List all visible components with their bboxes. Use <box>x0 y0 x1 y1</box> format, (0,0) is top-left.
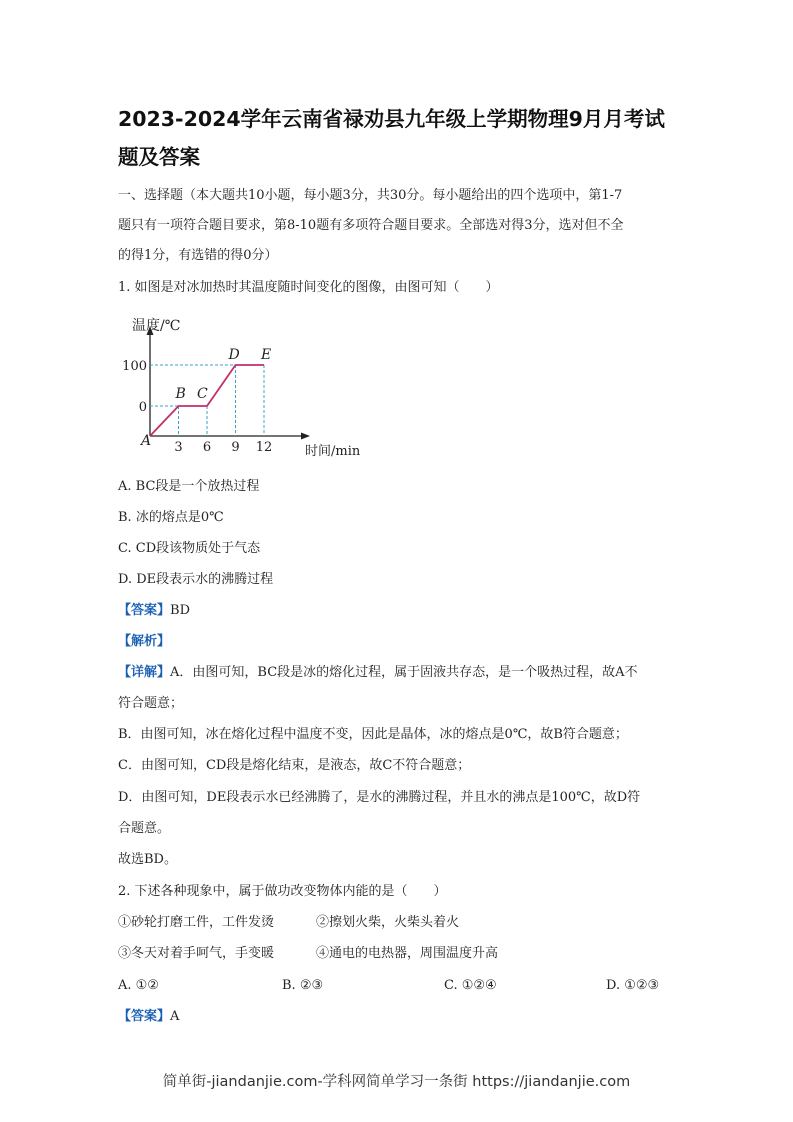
detail-line: C．由图可知，CD段是熔化结束，是液态，故C不符合题意； <box>118 758 471 773</box>
point-label-C: C <box>197 386 208 402</box>
question-2-item-2: ②擦划火柴，火柴头着火 <box>316 915 460 930</box>
answer-tag: 【答案】 <box>118 603 171 618</box>
section-instructions-line: 的得1分，有选错的得0分） <box>118 248 278 263</box>
question-1-stem: 1. 如图是对冰加热时其温度随时间变化的图像，由图可知（ ） <box>118 280 499 295</box>
question-1-option-a: A. BC段是一个放热过程 <box>118 479 260 494</box>
chart-svg <box>118 310 380 468</box>
detail-tag: 【详解】 <box>118 665 171 680</box>
y-axis-label: 温度/℃ <box>132 318 181 334</box>
temperature-time-chart <box>118 310 380 468</box>
x-tick-label: 3 <box>174 440 183 455</box>
question-2-option-d: D. ①②③ <box>606 978 660 993</box>
x-tick-label: 12 <box>255 440 273 455</box>
y-tick-label: 0 <box>138 400 147 415</box>
question-2-item-3: ③冬天对着手呵气，手变暖 <box>118 946 275 961</box>
detail-line: 合题意。 <box>118 821 171 836</box>
section-instructions-line: 题只有一项符合题目要求，第8-10题有多项符合题目要求。全部选对得3分，选对但不全 <box>118 218 624 233</box>
question-1-detail <box>118 663 638 683</box>
detail-line: 故选BD。 <box>118 852 177 867</box>
point-label-E: E <box>261 347 272 363</box>
question-2-option-a: A. ①② <box>118 978 159 993</box>
answer-tag: 【答案】 <box>118 1009 171 1024</box>
question-1-option-d: D. DE段表示水的沸腾过程 <box>118 572 274 587</box>
x-axis-label: 时间/min <box>305 444 361 459</box>
x-tick-label: 9 <box>231 440 240 455</box>
question-2-option-c: C. ①②④ <box>444 978 497 993</box>
footer-watermark: 简单街-jiandanjie.com-学科网简单学习一条街 https://jiandanjie.com <box>162 1074 631 1090</box>
question-1-option-b: B. 冰的熔点是0℃ <box>118 510 224 525</box>
point-label-B: B <box>175 386 186 402</box>
point-label-D: D <box>228 347 240 363</box>
question-2-option-b: B. ②③ <box>282 978 324 993</box>
question-1-option-c: C. CD段该物质处于气态 <box>118 541 261 556</box>
detail-line: D．由图可知，DE段表示水已经沸腾了，是水的沸腾过程，并且水的沸点是100℃，故D符 <box>118 790 641 805</box>
analysis-tag: 【解析】 <box>118 634 171 649</box>
y-tick-label: 100 <box>122 359 147 374</box>
question-2-stem: 2. 下述各种现象中，属于做功改变物体内能的是（ ） <box>118 884 447 899</box>
x-axis-arrow <box>301 433 310 440</box>
question-2-item-1: ①砂轮打磨工件，工件发烫 <box>118 915 275 930</box>
question-2-item-4: ④通电的电热器，周围温度升高 <box>316 946 499 961</box>
question-1-analysis <box>118 632 170 652</box>
detail-line: B．由图可知，冰在熔化过程中温度不变，因此是晶体，冰的熔点是0℃，故B符合题意； <box>118 727 628 742</box>
point-label-A: A <box>141 433 152 449</box>
answer-value: A <box>170 1009 180 1024</box>
document-title: 2023-2024学年云南省禄劝县九年级上学期物理9月月考试题及答案 <box>118 107 665 169</box>
detail-line: 符合题意； <box>118 696 184 711</box>
answer-value: BD <box>170 603 190 618</box>
question-2-answer <box>118 1007 179 1027</box>
x-tick-label: 6 <box>202 440 212 455</box>
detail-line: A．由图可知，BC段是冰的熔化过程，属于固液共存态，是一个吸热过程，故A不 <box>170 665 638 680</box>
section-instructions-line: 一、选择题（本大题共10小题，每小题3分，共30分。每小题给出的四个选项中，第1-7 <box>118 188 623 203</box>
question-1-answer <box>118 601 190 621</box>
